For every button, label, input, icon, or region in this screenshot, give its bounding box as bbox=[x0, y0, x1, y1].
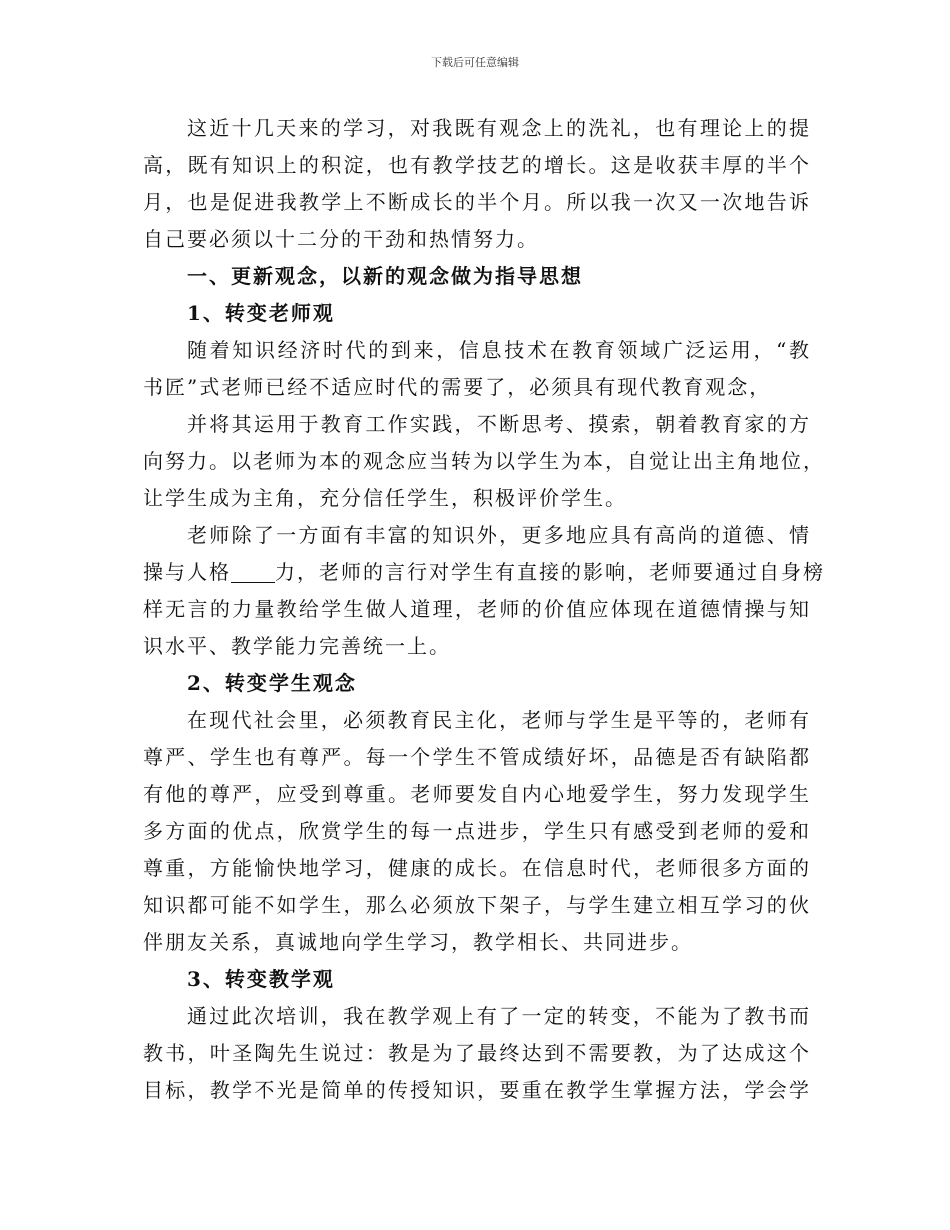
paragraph-line: 自己要必须以十二分的干劲和热情努力。 bbox=[143, 227, 539, 251]
paragraph-line: 教书，叶圣陶先生说过：教是为了最终达到不需要教，为了达成这个 bbox=[143, 1041, 811, 1065]
paragraph-line: 目标，教学不光是简单的传授知识，要重在教学生掌握方法，学会学 bbox=[143, 1078, 811, 1102]
paragraph-line: 并将其运用于教育工作实践，不断思考、摸索，朝着教育家的方 bbox=[187, 412, 811, 436]
paragraph-line: 尊重，方能愉快地学习，健康的成长。在信息时代，老师很多方面的 bbox=[143, 856, 811, 880]
fill-in-blank bbox=[231, 562, 275, 583]
paragraph-line: 伴朋友关系，真诚地向学生学习，教学相长、共同进步。 bbox=[143, 930, 693, 954]
subsection-heading: 2、转变学生观念 bbox=[187, 671, 357, 695]
paragraph-line: 有他的尊严，应受到尊重。老师要发自内心地爱学生，努力发现学生 bbox=[143, 782, 811, 806]
paragraph-line: 在现代社会里，必须教育民主化，老师与学生是平等的，老师有 bbox=[187, 708, 811, 732]
paragraph-line: 知识都可能不如学生，那么必须放下架子，与学生建立相互学习的伙 bbox=[143, 893, 811, 917]
paragraph-line: 向努力。以老师为本的观念应当转为以学生为本，自觉让出主角地位， bbox=[143, 449, 825, 473]
section-heading: 一、更新观念，以新的观念做为指导思想 bbox=[187, 264, 583, 288]
page-header: 下载后可任意编辑 bbox=[431, 56, 519, 69]
paragraph-line: 让学生成为主角，充分信任学生，积极评价学生。 bbox=[143, 486, 627, 510]
paragraph-line: 老师除了一方面有丰富的知识外，更多地应具有高尚的道德、情 bbox=[187, 523, 811, 547]
paragraph-line: 多方面的优点，欣赏学生的每一点进步，学生只有感受到老师的爱和 bbox=[143, 819, 811, 843]
subsection-heading: 3、转变教学观 bbox=[187, 967, 335, 991]
line-segment: 操与人格 bbox=[143, 560, 231, 584]
paragraph-line bbox=[143, 554, 825, 591]
paragraph-line: 月，也是促进我教学上不断成长的半个月。所以我一次又一次地告诉 bbox=[143, 190, 811, 214]
subsection-heading: 1、转变老师观 bbox=[187, 301, 335, 325]
document-body bbox=[143, 110, 825, 1109]
paragraph-line: 通过此次培训，我在教学观上有了一定的转变，不能为了教书而 bbox=[187, 1004, 811, 1028]
paragraph-line: 尊严、学生也有尊严。每一个学生不管成绩好坏，品德是否有缺陷都 bbox=[143, 745, 811, 769]
paragraph-line: 书匠”式老师已经不适应时代的需要了，必须具有现代教育观念， bbox=[143, 375, 772, 399]
line-segment: 力，老师的言行对学生有直接的影响，老师要通过自身榜 bbox=[275, 560, 825, 584]
paragraph-line: 随着知识经济时代的到来，信息技术在教育领域广泛运用，“教 bbox=[187, 338, 811, 362]
paragraph-line: 识水平、教学能力完善统一上。 bbox=[143, 634, 451, 658]
paragraph-line: 样无言的力量教给学生做人道理，老师的价值应体现在道德情操与知 bbox=[143, 597, 811, 621]
paragraph-line: 这近十几天来的学习，对我既有观念上的洗礼，也有理论上的提 bbox=[187, 116, 811, 140]
paragraph-line: 高，既有知识上的积淀，也有教学技艺的增长。这是收获丰厚的半个 bbox=[143, 153, 811, 177]
